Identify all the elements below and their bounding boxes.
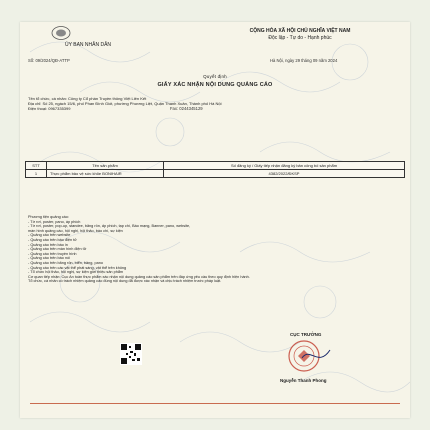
body-line: - Quảng cáo trên băng rôn, biển, bảng, pano <box>28 260 103 265</box>
body-line: - Quảng cáo trên báo nói <box>28 256 71 261</box>
signing-authority: CỤC TRƯỞNG <box>290 332 322 337</box>
table-header-cell: Số đăng ký / Giấy tiếp nhận đăng ký bản công bố sản phẩm <box>164 162 405 170</box>
table-row <box>26 170 405 178</box>
document-title: GIẤY XÁC NHẬN NỘI DUNG QUẢNG CÁO <box>157 82 273 88</box>
body-line: - Tờ rơi, poster, pop-up, standee, băng rôn, ấp phích, tạp chí, Báo mạng, Banner, pano, website, <box>28 224 191 229</box>
motto: Độc lập - Tự do - Hạnh phúc <box>268 35 332 41</box>
qr-code-icon <box>120 343 142 365</box>
product-table <box>25 161 405 178</box>
applicant-name: Tên tổ chức, cá nhân: Công ty Cổ phần Truyền thông Việt Liên Kết <box>28 96 147 101</box>
body-line: - Quảng cáo trên báo điện tử <box>28 237 77 242</box>
document-page <box>20 22 410 418</box>
table-cell: 1 <box>26 170 47 178</box>
body-line: màn hình quảng cáo, hội nghị, hội thảo, báo chí, sự kiện <box>28 228 123 233</box>
body-line: - Quảng cáo trên báo in <box>28 242 68 247</box>
emblem-logo-icon <box>50 25 72 41</box>
national-motto <box>200 28 400 42</box>
body-line: - Tổ chức hội thảo, hội nghị, sự kiện giới thiệu sản phẩm <box>28 270 124 275</box>
bottom-divider <box>30 403 400 404</box>
document-date: Hà Nội, ngày 29 tháng 09 năm 2024 <box>270 58 338 63</box>
agency-line-1: ỦY BAN NHÂN DÂN <box>64 42 112 48</box>
body-line: - Tờ rơi, poster, pano, áp phích <box>28 219 81 224</box>
body-line: Cơ quan tiếp nhận: Cục An toàn thực phẩm xác nhận nội dung quảng cáo sản phẩm trên đáp ứng yêu cầu theo quy định hiện hành. <box>28 274 250 279</box>
body-line: Phương tiện quảng cáo: <box>28 215 69 219</box>
red-seal-stamp-icon <box>282 338 334 374</box>
table-header-cell: Tên sản phẩm <box>47 162 164 170</box>
signer-name: Nguyễn Thanh Phong <box>280 378 327 383</box>
country-name: CỘNG HÒA XÃ HỘI CHỦ NGHĨA VIỆT NAM <box>249 28 351 34</box>
table-cell: 4382/2022/ĐKSP <box>164 170 405 178</box>
body-line: Tổ chức, cá nhân có trách nhiệm quảng cáo đúng nội dung đã được xác nhận và chịu trách nhiệm trước pháp luật. <box>28 279 222 284</box>
applicant-address: Địa chỉ: Số 25, ngách 15/6, phố Phan Đình Giót, phường Phương Liệt, Quận Thanh Xuân, Thành phố Hà Nội <box>28 101 222 106</box>
table-header-row <box>26 162 405 170</box>
body-line: - Quảng cáo trên màn hình điện tử <box>28 247 87 252</box>
applicant-fax: Fax: 0244345129 <box>170 106 203 111</box>
issuing-agency <box>28 42 148 49</box>
document-number: Số: 09/2024/QĐ-ATTP <box>28 58 70 63</box>
applicant-phone: Điện thoại: 0967335399 <box>28 106 71 111</box>
body-line: - Quảng cáo trên truyền hình <box>28 251 77 256</box>
advertising-content <box>28 215 398 284</box>
table-cell: Thực phẩm bảo vệ sức khỏe BONIHAIR <box>47 170 164 178</box>
decision-word: Quyết định <box>203 74 227 79</box>
body-line: - Quảng cáo trên website <box>28 233 71 238</box>
body-line: - Quảng cáo trên các vật thể phát sáng, vật thể trên không <box>28 265 127 270</box>
table-header-cell: STT <box>26 162 47 170</box>
